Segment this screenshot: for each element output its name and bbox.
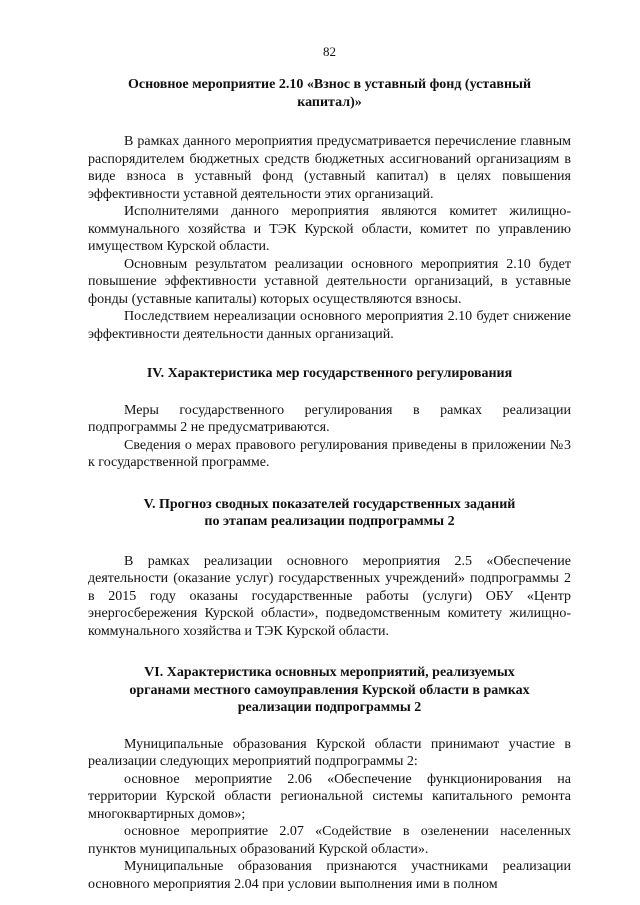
section-iv-title-line: IV. Характеристика мер государственного регулирования	[146, 366, 513, 381]
section-vi-title-line: реализации подпрограммы 2	[237, 700, 422, 715]
section-vi-title-line: органами местного самоуправления Курской области в рамках	[129, 682, 530, 698]
paragraph: Муниципальные образования Курской области принимают участие в реализации следующих мероприятий подпрограммы 2:	[88, 736, 571, 769]
paragraph: В рамках реализации основного мероприятия 2.5 «Обеспечение деятельности (оказание услуг) государственных учреждений» подпрограммы 2 в 2015 году оказаны государственные работы (услуги) ОБУ «Центр энергосбережения Курской области», подведомственным комитету жилищно-коммунального хозяйства и ТЭК Курской области.	[88, 553, 571, 639]
section-v-title	[88, 496, 571, 531]
section-v-title-line: V. Прогноз сводных показателей государственных заданий	[143, 496, 516, 512]
section-2-10-title-line: капитал)»	[297, 94, 362, 110]
paragraph: Основным результатом реализации основного мероприятия 2.10 будет повышение эффективности уставной деятельности организаций, в уставные фонды (уставные капиталы) которых осуществляются взносы.	[88, 256, 571, 307]
paragraph: Последствием нереализации основного мероприятия 2.10 будет снижение эффективности деятельности данных организаций.	[88, 309, 571, 342]
section-2-10-title-line: Основное мероприятие 2.10 «Взнос в уставный фонд (уставный	[127, 77, 532, 92]
paragraph: основное мероприятие 2.07 «Содействие в озеленении населенных пунктов муниципальных образований Курской области».	[88, 824, 571, 857]
section-iv-body	[88, 402, 571, 472]
paragraph: В рамках данного мероприятия предусматривается перечисление главным распорядителем бюджетных средств бюджетных ассигнований организациям в виде взноса в уставный фонд (уставный капитал) в целях повышения эффективности уставной деятельности этих организаций.	[88, 134, 571, 202]
section-vi-body	[88, 736, 571, 894]
page-number: 82	[323, 44, 336, 59]
section-2-10-title	[88, 76, 571, 111]
section-v-body	[88, 553, 571, 641]
section-vi-title-line: VI. Характеристика основных мероприятий, реализуемых	[144, 665, 515, 680]
paragraph: Муниципальные образования признаются участниками реализации основного мероприятия 2.04 при условии выполнения ими в полном	[88, 859, 571, 892]
section-vi-title	[88, 664, 571, 717]
section-iv-title	[88, 365, 571, 383]
section-v-title-line: по этапам реализации подпрограммы 2	[204, 514, 455, 529]
paragraph: основное мероприятие 2.06 «Обеспечение функционирования на территории Курской области региональной системы капитального ремонта многоквартирных домов»;	[88, 771, 571, 822]
section-2-10-body	[88, 133, 571, 343]
paragraph: Исполнителями данного мероприятия являются комитет жилищно-коммунального хозяйства и ТЭК Курской области, комитет по управлению имуществом Курской области.	[88, 204, 571, 254]
paragraph: Сведения о мерах правового регулирования приведены в приложении №3 к государственной программе.	[88, 437, 571, 470]
paragraph: Меры государственного регулирования в рамках реализации подпрограммы 2 не предусматриваются.	[88, 402, 571, 435]
